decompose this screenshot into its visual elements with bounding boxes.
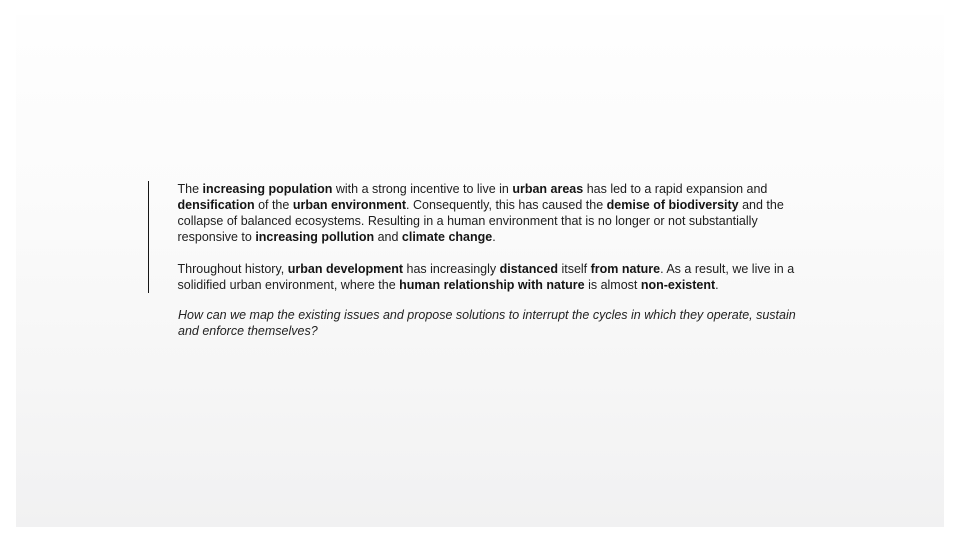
quoted-statement-block [148, 181, 828, 293]
research-question: How can we map the existing issues and propose solutions to interrupt the cycles in which they operate, sustain and enforce themselves? [178, 308, 796, 338]
statement-paragraph-2: Throughout history, urban development has increasingly distanced itself from nature. As a result, we live in a solidified urban environment, where the human relationship with nature is almost non-existent. [177, 262, 795, 292]
statement-paragraph-1: The increasing population with a strong incentive to live in urban areas has led to a rapid expansion and densification of the urban environment. Consequently, this has caused the demise of biodiversity and the collapse of balanced ecosystems. Resulting in a human environment that is no longer or not substantially responsive to increasing pollution and climate change. [177, 182, 784, 244]
text-block [148, 181, 828, 339]
slide-canvas [16, 15, 944, 527]
